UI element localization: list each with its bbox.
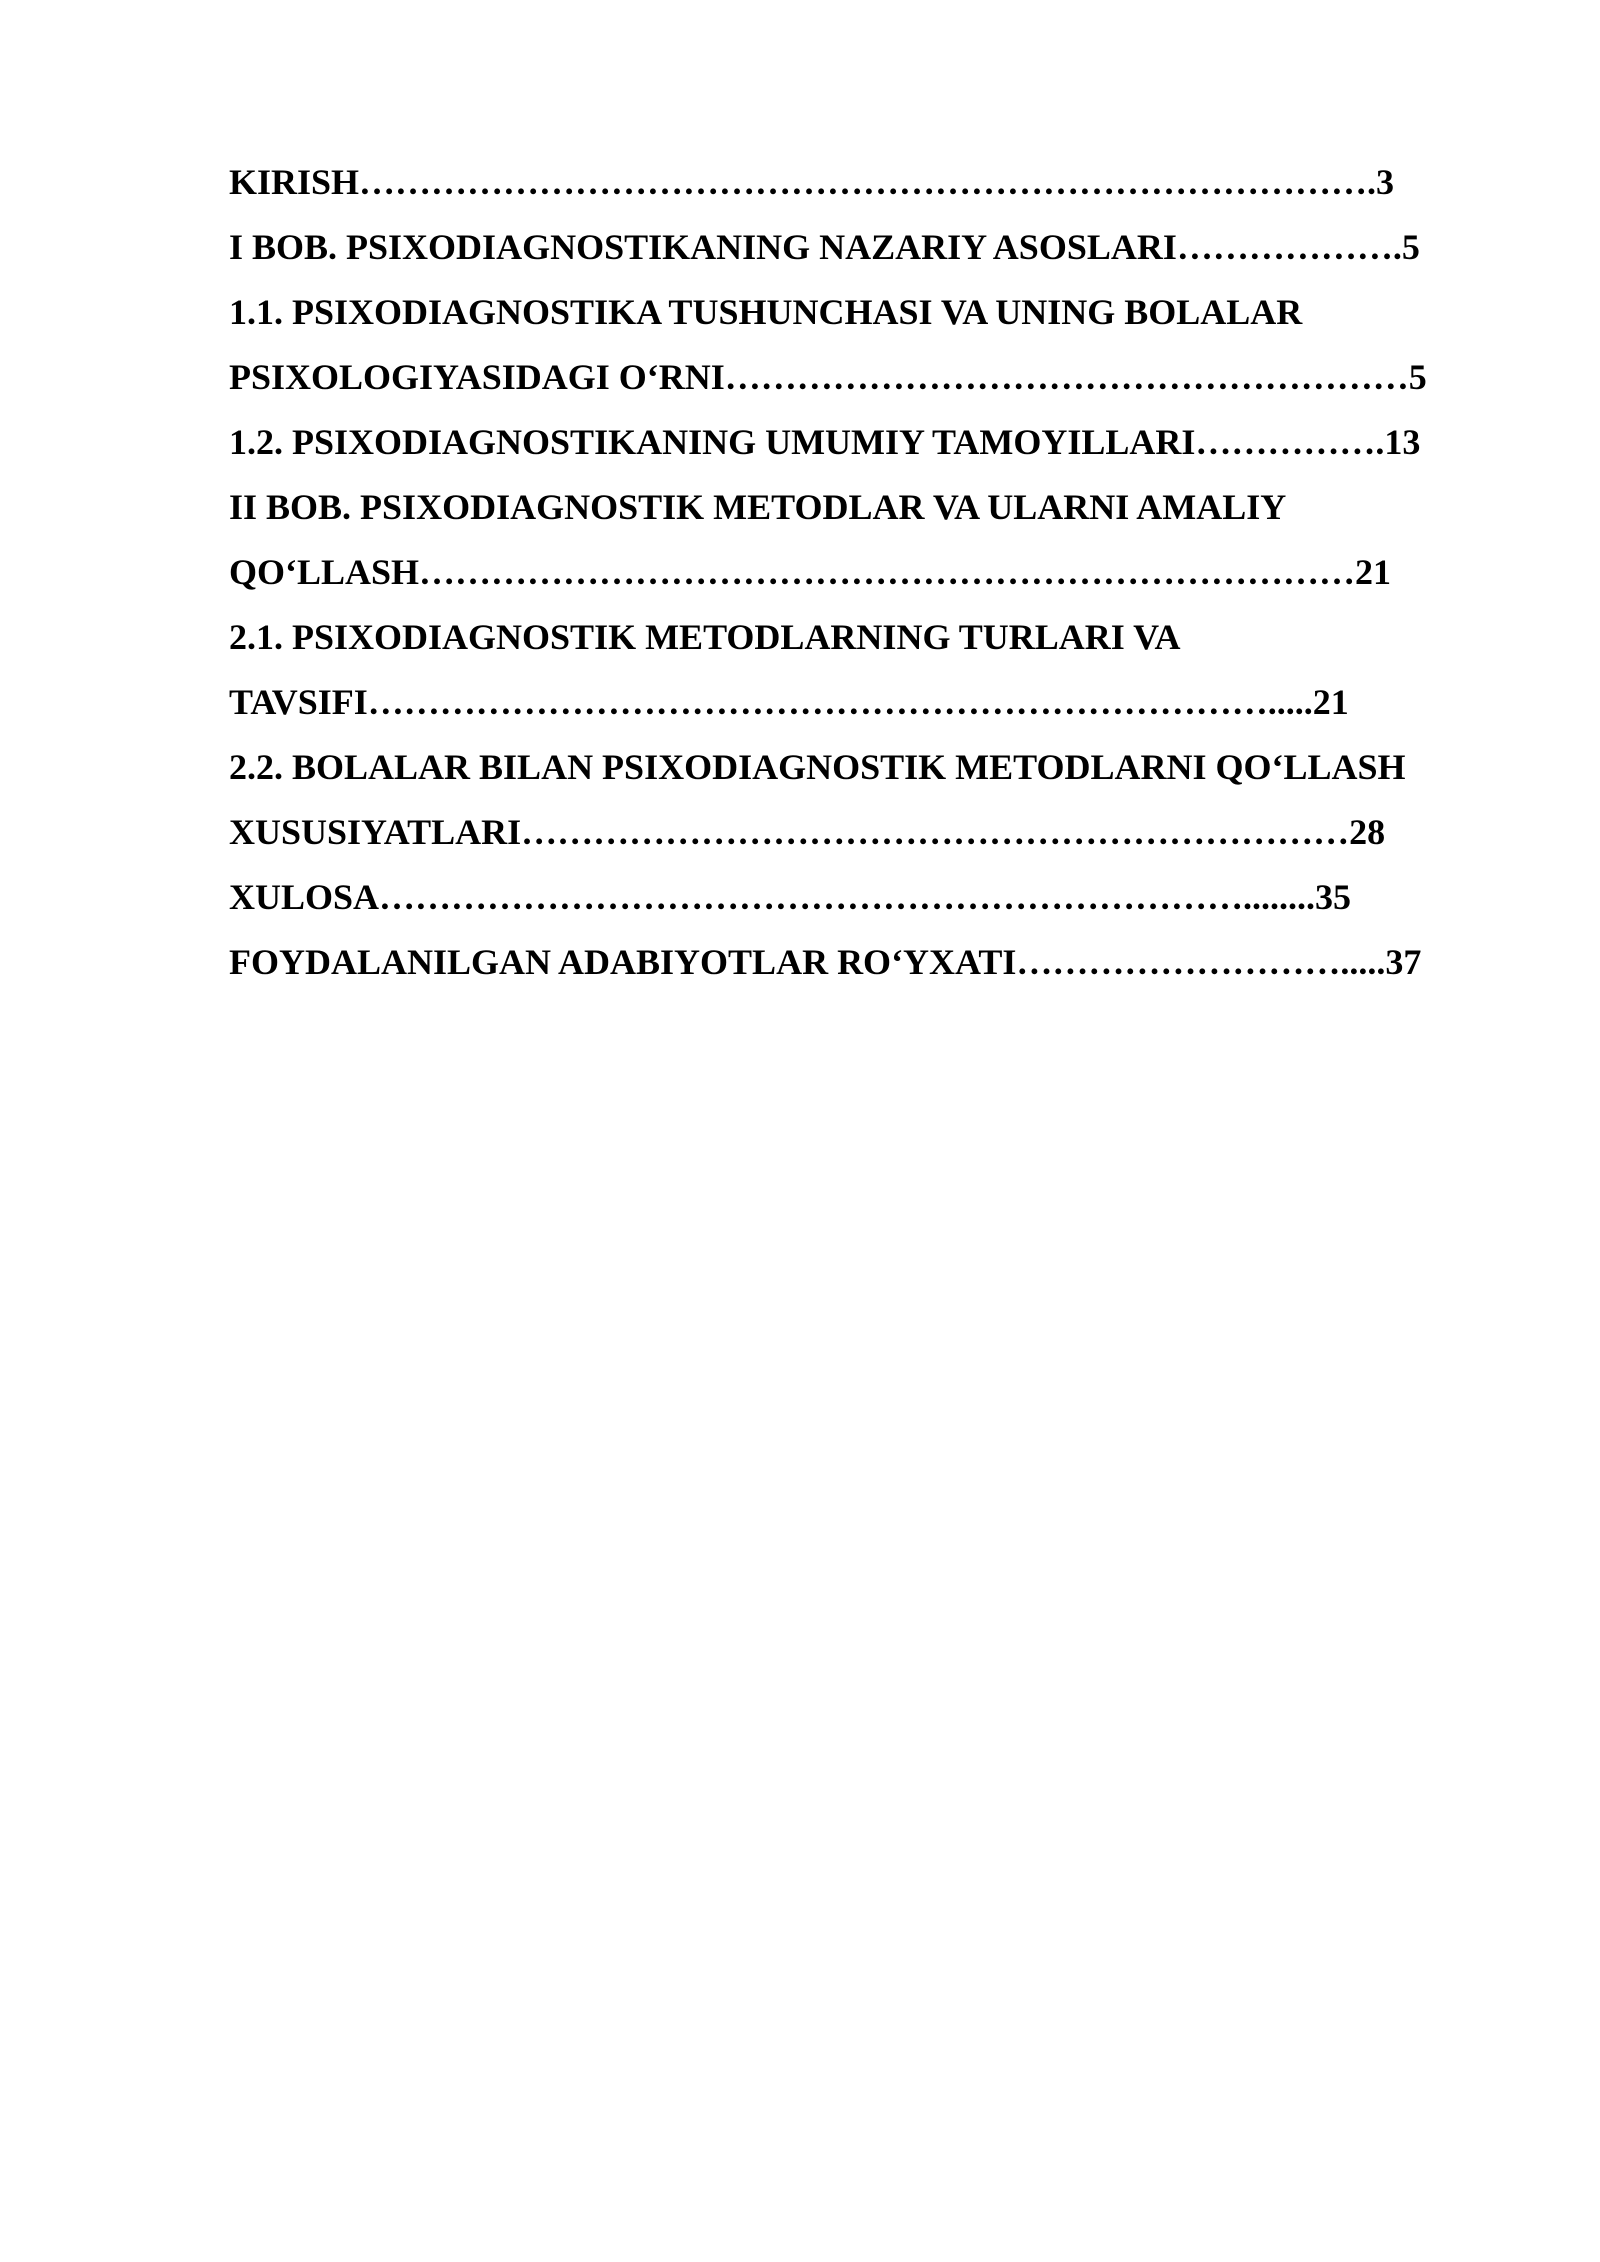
toc-entry-chapter-2-cont: QO‘LLASH……………………………………………………………………21 [229, 552, 1392, 592]
toc-entry-kirish: KIRISH………………………………………………………………………….3 [229, 162, 1395, 202]
toc-entry-section-1-2: 1.2. PSIXODIAGNOSTIKANING UMUMIY TAMOYILLARI…………….13 [229, 422, 1421, 462]
toc-entry-section-1-1: 1.1. PSIXODIAGNOSTIKA TUSHUNCHASI VA UNING BOLALAR [229, 292, 1303, 332]
table-of-contents [229, 150, 1491, 995]
toc-entry-chapter-2: II BOB. PSIXODIAGNOSTIK METODLAR VA ULARNI AMALIY [229, 487, 1287, 527]
toc-entry-xulosa: XULOSA………………………………………………………………........35 [229, 877, 1352, 917]
toc-entry-section-1-1-cont: PSIXOLOGIYASIDAGI O‘RNI…………………………………………………5 [229, 357, 1427, 397]
toc-entry-bibliography: FOYDALANILGAN ADABIYOTLAR RO‘YXATI……………………….....37 [229, 942, 1422, 982]
toc-entry-chapter-1: I BOB. PSIXODIAGNOSTIKANING NAZARIY ASOSLARI……………….5 [229, 227, 1420, 267]
toc-entry-section-2-2: 2.2. BOLALAR BILAN PSIXODIAGNOSTIK METODLARNI QO‘LLASH [229, 747, 1406, 787]
toc-entry-section-2-1: 2.1. PSIXODIAGNOSTIK METODLARNING TURLARI VA [229, 617, 1181, 657]
toc-entry-section-2-1-cont: TAVSIFI………………………………………………………………….....21 [229, 682, 1349, 722]
toc-entry-section-2-2-cont: XUSUSIYATLARI……………………………………………………………28 [229, 812, 1386, 852]
